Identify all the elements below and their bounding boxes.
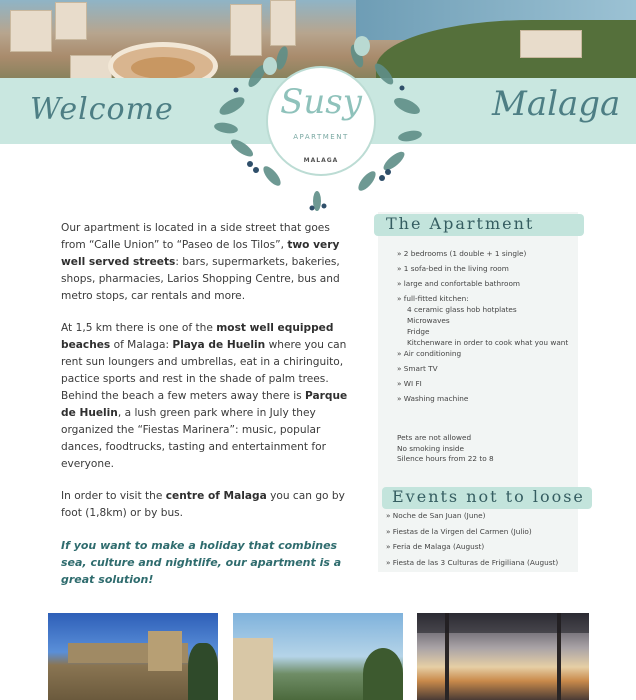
text: of Malaga:	[110, 339, 173, 351]
logo-subtitle: APARTMENT	[293, 133, 349, 141]
house-rules	[397, 433, 577, 465]
feature-item: » large and confortable bathroom	[397, 279, 521, 288]
feature-item: » Washing machine	[397, 394, 469, 403]
text: Our apartment is located in a side street that goes from “Calle Union” to “Paseo de los Tilos”,	[61, 222, 330, 251]
photo-beach-sunset	[417, 613, 589, 700]
tree	[363, 648, 403, 700]
paragraph-location	[61, 220, 351, 305]
bold-text: Parque de Huelin	[61, 390, 348, 419]
feature-item: » full-fitted kitchen:	[397, 294, 469, 303]
text: you can go by foot (1,8km) or by bus.	[61, 490, 345, 519]
feature-item: » WI FI	[397, 379, 422, 388]
apartment-features	[397, 248, 577, 408]
text: In order to visit the	[61, 490, 166, 502]
rule-item: Silence hours from 22 to 8	[397, 454, 494, 463]
building	[55, 2, 87, 40]
event-item: » Noche de San Juan (June)	[386, 511, 486, 520]
bullring-arena	[131, 57, 195, 79]
fortress-tower	[148, 631, 182, 671]
feature-item: » Smart TV	[397, 364, 438, 373]
feature-item: » 2 bedrooms (1 double + 1 single)	[397, 249, 527, 258]
palm-fronds	[417, 613, 589, 633]
feature-item: » 1 sofa-bed in the living room	[397, 264, 509, 273]
events-heading: Events not to loose	[392, 487, 585, 506]
bold-text: most well equipped beaches	[61, 322, 334, 351]
logo-name: Susy	[280, 82, 362, 122]
rule-item: Pets are not allowed	[397, 433, 472, 442]
apartment-heading: The Apartment	[386, 214, 535, 233]
closing-statement: If you want to make a holiday that combines sea, culture and nightlife, our apartment is a great solution!	[61, 539, 342, 586]
paragraph-beach	[61, 320, 351, 473]
text: : bars, supermarkets, bakeries, shops, pharmacies, Larios Shopping Centre, bus and metro stops, car rentals and more.	[61, 256, 340, 302]
tree	[188, 643, 218, 700]
bold-text: two very well served streets	[61, 239, 340, 268]
arch-building	[233, 638, 273, 700]
text: where you can rent sun loungers and umbrellas, eat in a chiringuito, pactice sports and rest in the shade of palm trees. Behind the beach a few meters away there is	[61, 339, 347, 402]
event-item: » Fiestas de la Virgen del Carmen (Julio)	[386, 526, 532, 536]
event-item: » Feria de Malaga (August)	[386, 542, 485, 552]
kitchen-item: Kitchenware in order to cook what you want	[407, 338, 569, 347]
welcome-script: Welcome	[30, 92, 174, 127]
text: , a lush green park where in July they organized the “Fiestas Marinera”: music, popular dances, foodtrucks, tasting and entertainment for everyone.	[61, 407, 326, 470]
building	[520, 30, 582, 58]
kitchen-item: Fridge	[407, 327, 430, 336]
feature-item: » Air conditioning	[397, 349, 462, 358]
building	[10, 10, 52, 52]
description-text	[61, 220, 351, 603]
city-script: Malaga	[492, 84, 621, 124]
event-item: » Fiesta de las 3 Culturas de Frigiliana (August)	[386, 557, 559, 567]
events-list	[386, 510, 586, 572]
logo-city: MALAGA	[303, 157, 339, 164]
kitchen-item: 4 ceramic glass hob hotplates	[407, 305, 517, 314]
photo-gibralfaro-view	[233, 613, 403, 700]
bold-text: centre of Malaga	[165, 490, 267, 502]
paragraph-centre	[61, 488, 351, 522]
kitchen-item: Microwaves	[407, 316, 450, 325]
photo-alcazaba	[48, 613, 218, 700]
bold-text: Playa de Huelin	[172, 339, 266, 351]
text: At 1,5 km there is one of the	[61, 322, 217, 334]
rule-item: No smoking inside	[397, 443, 465, 453]
